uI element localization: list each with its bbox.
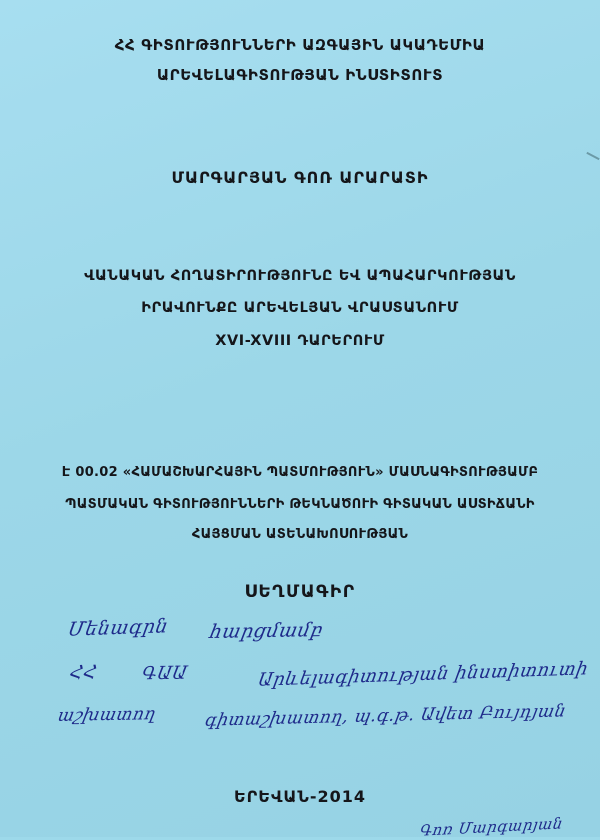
place-and-year: ԵՐԵՎԱՆ-2014 [233,787,367,806]
handwritten-note: Մենագրն [66,615,171,641]
title-line-3: XVI-XVIII ԴԱՐԵՐՈՒՄ [215,333,385,349]
handwritten-note: ԳԱԱ [139,662,190,685]
title-line-1: ՎԱՆԱԿԱՆ ՀՈՂԱՏԻՐՈՒԹՅՈՒՆԸ ԵՎ ԱՊԱՀԱՐԿՈՒԹՅԱՆ [84,268,516,284]
abstract-label: ՍԵՂՄԱԳԻՐ [244,582,356,602]
specialty-line-1: Է 00.02 «ՀԱՄԱՇԽԱՐՀԱՅԻՆ ՊԱՏՄՈՒԹՅՈՒՆ» ՄԱՍՆԱԳԻՏՈՒԹՅԱՄԲ [61,465,539,480]
handwritten-signature: Գոռ Մարգարյան [418,814,565,840]
specialty-line-3: ՀԱՅՑՄԱՆ ԱՏԵՆԱԽՈՍՈՒԹՅԱՆ [191,527,409,542]
handwritten-note: Արևելագիտության ինստիտուտի [256,658,590,691]
author-name: ՄԱՐԳԱՐՅԱՆ ԳՈՌ ԱՐԱՐԱՏԻ [171,168,429,187]
institution-line-2: ԱՐԵՎԵԼԱԳԻՏՈՒԹՅԱՆ ԻՆՍՏԻՏՈՒՏ [156,66,444,84]
specialty-line-2: ՊԱՏՄԱԿԱՆ ԳԻՏՈՒԹՅՈՒՆՆԵՐԻ ԹԵԿՆԱԾՈՒԻ ԳԻՏԱԿԱՆ ԱՍՏԻՃԱՆԻ [65,497,535,512]
handwritten-note: աշխատող [56,704,158,726]
institution-line-1: ՀՀ ԳԻՏՈՒԹՅՈՒՆՆԵՐԻ ԱԶԳԱՅԻՆ ԱԿԱԴԵՄԻԱ [114,36,486,54]
handwritten-note: ՀՀ [67,661,99,684]
handwritten-note: հարցմամբ [207,618,325,644]
title-line-2: ԻՐԱՎՈՒՆՔԸ ԱՐԵՎԵԼՅԱՆ ՎՐԱՍՏԱՆՈՒՄ [141,300,459,316]
paper-edge-mark [586,152,599,160]
handwritten-note: գիտաշխատող, պ.գ.թ. Ավետ Բույդյան [203,701,568,731]
